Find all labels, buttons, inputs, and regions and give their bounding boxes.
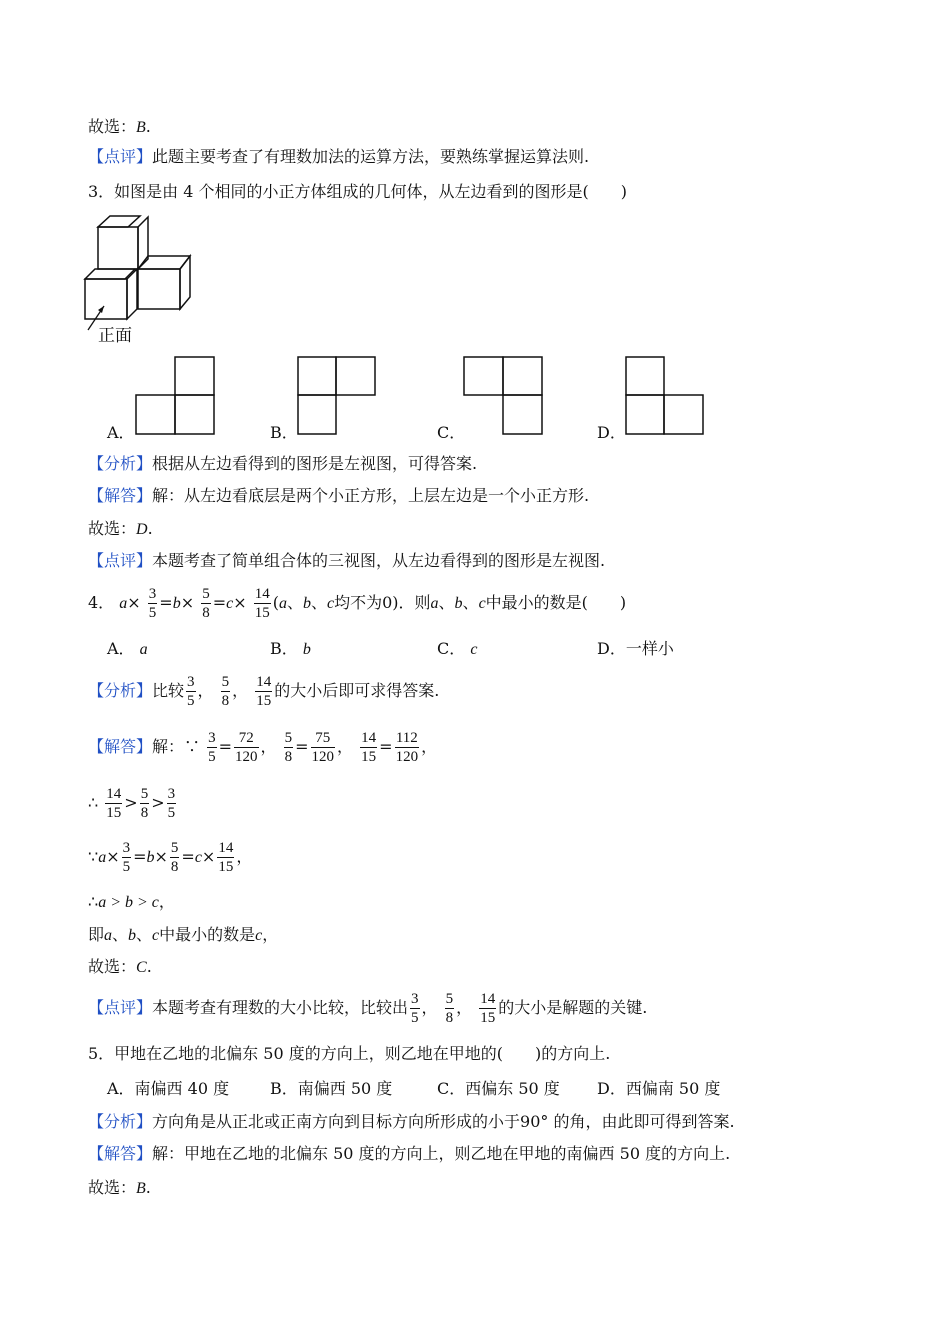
front-label: 正面 — [98, 326, 132, 346]
solution-q3: 【解答】解：从左边看底层是两个小正方形，上层左边是一个小正方形. — [88, 486, 590, 505]
answer-line-q2: 故选：B. — [88, 117, 151, 136]
q5-option-c: C．西偏东 50 度 — [437, 1079, 560, 1098]
q3-option-c-label: C． — [437, 423, 466, 442]
solution-q5: 【解答】解：甲地在乙地的北偏东 50 度的方向上，则乙地在甲地的南偏西 50 度的方向上. — [88, 1144, 731, 1163]
question-3-stem: 3．如图是由 4 个相同的小正方体组成的几何体，从左边看到的图形是( ) — [88, 182, 628, 201]
q4-option-c: C． c — [437, 639, 478, 658]
comment-q4: 【点评】本题考查有理数的大小比较，比较出 $\frac{3}{5}$ ， $\frac{5}{8}$ ， $\frac{14}{15}$ 的大小是解题的关键. — [88, 991, 648, 1026]
solution-q4-step-3: ∵a× $\frac{3}{5}$ =b× $\frac{5}{8}$ =c× $\frac{14}{15}$ ， — [88, 840, 253, 875]
q5-option-a: A．南偏西 40 度 — [107, 1079, 230, 1098]
q4-option-a: A． a — [107, 639, 148, 658]
q3-option-b-label: B． — [270, 423, 298, 442]
answer-line-q4: 故选：C. — [88, 957, 152, 976]
question-5-stem: 5．甲地在乙地的北偏东 50 度的方向上，则乙地在甲地的( )的方向上. — [88, 1044, 611, 1063]
q3-option-b-figure — [297, 356, 379, 438]
q3-option-d-label: D． — [597, 423, 626, 442]
q5-option-b: B．南偏西 50 度 — [270, 1079, 393, 1098]
analysis-q5: 【分析】方向角是从正北或正南方向到目标方向所形成的小于90° 的角，由此即可得到答案. — [88, 1112, 735, 1131]
fraction-14-15: $\frac{14}{15}$ — [254, 586, 270, 621]
q3-option-a-figure — [135, 356, 217, 438]
q4-option-d: D．一样小 — [597, 639, 674, 658]
solution-q4-step-4: ∴a > b > c， — [88, 892, 175, 911]
solution-q4: 【解答】解：∵ $\frac{3}{5}$ = $\frac{72}{120}$ ， $\frac{5}{8}$ = $\frac{75}{120}$ ， $\frac{14}{15}$ = $\frac{112}{120}$ ， — [88, 730, 438, 765]
q5-option-d: D．西偏南 50 度 — [597, 1079, 721, 1098]
analysis-q4: 【分析】比较 $\frac{3}{5}$ ， $\frac{5}{8}$ ， $\frac{14}{15}$ 的大小后即可求得答案. — [88, 674, 440, 709]
q4-option-b: B． b — [270, 639, 311, 658]
comment-q3: 【点评】本题考查了简单组合体的三视图，从左边看得到的图形是左视图. — [88, 551, 606, 570]
q3-option-a-label: A． — [107, 423, 135, 442]
q3-option-c-figure — [463, 356, 545, 438]
comment-tag: 【点评】 — [88, 147, 153, 166]
fraction-3-5: $\frac{3}{5}$ — [148, 586, 157, 621]
solution-q4-step-5: 即a、b、c中最小的数是c， — [88, 925, 279, 944]
comment-q2: 【点评】此题主要考查了有理数加法的运算方法，要熟练掌握运算法则. — [88, 147, 590, 166]
q3-option-d-figure — [625, 356, 707, 438]
question-4-stem: 4． a× $\frac{3}{5}$ =b× $\frac{5}{8}$ =c× $\frac{14}{15}$ (a、b、c均不为0)．则a、b、c中最小的数是( ) — [88, 586, 627, 621]
solution-q4-step-2: ∴ $\frac{14}{15}$ > $\frac{5}{8}$ > $\frac{3}{5}$ — [88, 786, 176, 821]
fraction-5-8: $\frac{5}{8}$ — [202, 586, 210, 621]
answer-line-q3: 故选：D. — [88, 519, 153, 538]
analysis-q3: 【分析】根据从左边看得到的图形是左视图，可得答案. — [88, 454, 478, 473]
answer-line-q5: 故选：B. — [88, 1178, 151, 1197]
